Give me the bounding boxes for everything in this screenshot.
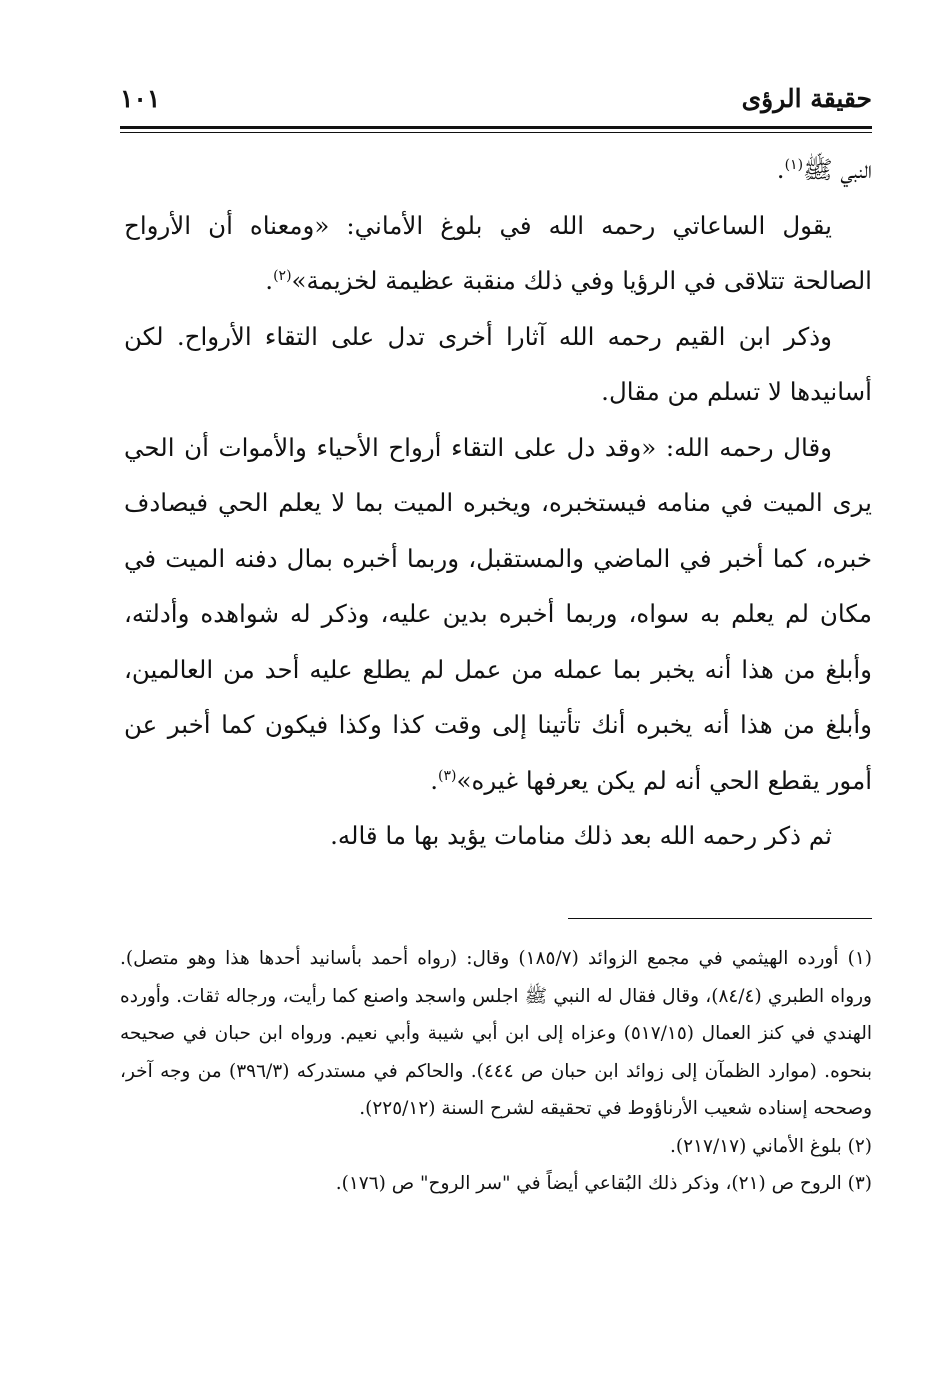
footnote-1: (١) أورده الهيثمي في مجمع الزوائد (١٨٥/٧) وقال: (رواه أحمد بأسانيد أحدها هذا وهو متصل). ورواه الطبري (٨٤/٤)، وقال فقال له النبي ﷺ اجلس واسجد واصنع كما رأيت، ورجاله ثقات. وأورده الهندي في كنز العمال (٥١٧/١٥) وعزاه إلى ابن أبي شيبة وأبي نعيم. ورواه ابن حبان في صحيحه بنحوه. (موارد الظمآن إلى زوائد ابن حبان ص ٤٤٤). والحاكم في مستدركه (٣٩٦/٣) من وجه آخر، وصححه إسناده شعيب الأرناؤوط في تحقيقه لشرح السنة (٢٢٥/١٢). — [120, 948, 872, 1119]
footnote-3: (٣) الروح ص (٢١)، وذكر ذلك البُقاعي أيضاً في "سر الروح" ص (١٧٦). — [335, 1173, 872, 1194]
page-number: ١٠١ — [120, 83, 161, 113]
running-title: حقيقة الرؤى — [741, 83, 872, 113]
header-rule — [120, 126, 872, 133]
footnotes — [120, 940, 872, 1203]
footnote-separator — [568, 918, 872, 919]
paragraph-2: يقول الساعاتي رحمه الله في بلوغ الأماني: «ومعناه أن الأرواح الصالحة تتلاقى في الرؤيا وفي ذلك منقبة عظيمة لخزيمة»$^{(٢)}$. — [124, 210, 872, 295]
footnote-2: (٢) بلوغ الأماني (٢١٧/١٧). — [670, 1135, 872, 1157]
paragraph-4: وقال رحمه الله: «وقد دل على التقاء أرواح الأحياء والأموات أن الحي يرى الميت في منامه فيستخبره، ويخبره الميت بما لا يعلم الحي فيصادف خبره، كما أخبر في الماضي والمستقبل، وربما أخبره بمال دفنه الميت في مكان لم يعلم به سواه، وربما أخبره بدين عليه، وذكر له شواهده وأدلته، وأبلغ من هذا أنه يخبر بما عمله من عمل لم يطلع عليه أحد من العالمين، وأبلغ من هذا أنه يخبره أنك تأتينا إلى وقت كذا وكذا فيكون كما أخبر عن أمور يقطع الحي أنه لم يكن يعرفها غيره»$^{(٣)}$. — [124, 432, 872, 795]
paragraph-1: النبي ﷺ$^{(١)}$. — [776, 155, 872, 184]
paragraph-3: وذكر ابن القيم رحمه الله آثارا أخرى تدل على التقاء الأرواح. لكن أسانيدها لا تسلم من مقال. — [124, 321, 872, 406]
paragraph-5: ثم ذكر رحمه الله بعد ذلك منامات يؤيد بها ما قاله. — [330, 821, 832, 850]
running-header — [120, 72, 872, 124]
footnote-ref-3[interactable]: (٣) — [438, 767, 457, 784]
footnote-ref-1[interactable]: (١) — [784, 156, 804, 173]
footnote-ref-2[interactable]: (٢) — [273, 267, 292, 284]
main-text — [124, 142, 872, 864]
